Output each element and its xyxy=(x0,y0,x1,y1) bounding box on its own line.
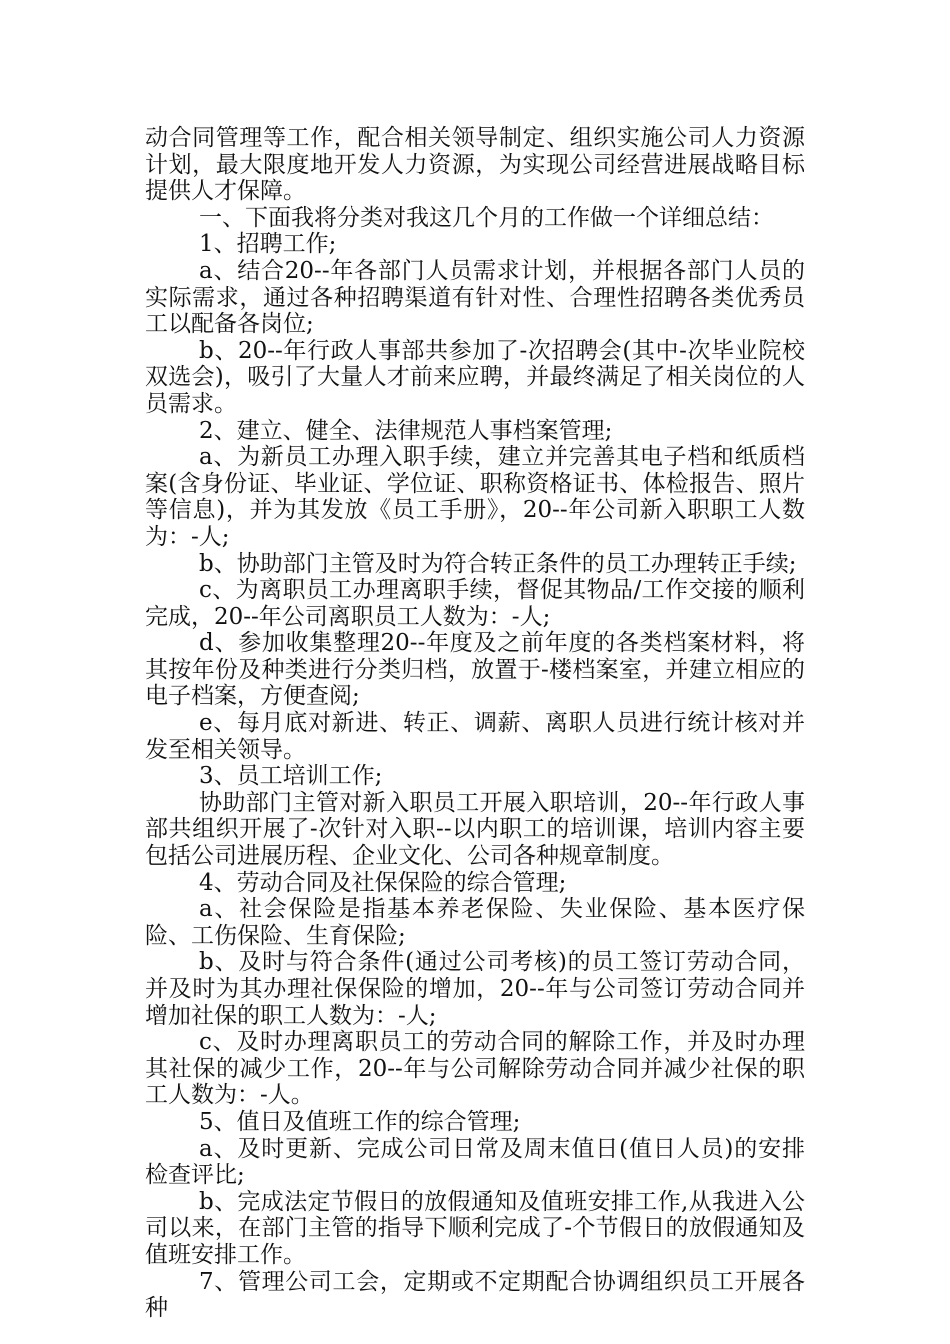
paragraph-intro: 动合同管理等工作，配合相关领导制定、组织实施公司人力资源计划，最大限度地开发人力资源，为实现公司经营进展战略目标提供人才保障。 xyxy=(145,125,805,205)
paragraph-item: c、为离职员工办理离职手续，督促其物品/工作交接的顺利完成，20--年公司离职员工人数为：-人; xyxy=(145,577,805,630)
paragraph-item: b、20--年行政人事部共参加了-次招聘会(其中-次毕业院校双选会)，吸引了大量人才前来应聘，并最终满足了相关岗位的人员需求。 xyxy=(145,337,805,417)
section-heading-contracts: 4、劳动合同及社保保险的综合管理; xyxy=(199,869,567,896)
paragraph-item: d、参加收集整理20--年度及之前年度的各类档案材料，将其按年份及种类进行分类归档，放置于-楼档案室，并建立相应的电子档案，方便查阅; xyxy=(145,630,805,710)
paragraph-item: 协助部门主管对新入职员工开展入职培训，20--年行政人事部共组织开展了-次针对入职--以内职工的培训课，培训内容主要包括公司进展历程、企业文化、公司各种规章制度。 xyxy=(145,789,805,870)
document-page xyxy=(145,125,805,1322)
paragraph-item: b、协助部门主管及时为符合转正条件的员工办理转正手续; xyxy=(199,550,797,577)
paragraph-item: a、及时更新、完成公司日常及周末值日(值日人员)的安排检查评比; xyxy=(145,1135,805,1189)
section-heading-archives: 2、建立、健全、法律规范人事档案管理; xyxy=(199,417,613,444)
paragraph-item: a、社会保险是指基本养老保险、失业保险、基本医疗保险、工伤保险、生育保险; xyxy=(145,896,805,949)
section-heading-training: 3、员工培训工作; xyxy=(199,763,383,790)
section-heading-summary: 一、下面我将分类对我这几个月的工作做一个详细总结： xyxy=(199,204,774,231)
paragraph-item: a、结合20--年各部门人员需求计划，并根据各部门人员的实际需求，通过各种招聘渠道有针对性、合理性招聘各类优秀员工以配备各岗位; xyxy=(145,257,805,338)
section-heading-duty: 5、值日及值班工作的综合管理; xyxy=(199,1108,521,1135)
paragraph-item: b、及时与符合条件(通过公司考核)的员工签订劳动合同，并及时为其办理社保保险的增加，20--年与公司签订劳动合同并增加社保的职工人数为：-人; xyxy=(145,949,805,1029)
paragraph-item: e、每月底对新进、转正、调薪、离职人员进行统计核对并发至相关领导。 xyxy=(145,710,805,763)
section-heading-union: 7、管理公司工会，定期或不定期配合协调组织员工开展各种 xyxy=(145,1268,805,1322)
paragraph-item: c、及时办理离职员工的劳动合同的解除工作，并及时办理其社保的减少工作，20--年与公司解除劳动合同并减少社保的职工人数为：-人。 xyxy=(145,1029,805,1109)
paragraph-item: b、完成法定节假日的放假通知及值班安排工作,从我进入公司以来，在部门主管的指导下顺利完成了-个节假日的放假通知及值班安排工作。 xyxy=(145,1188,805,1268)
section-heading-recruitment: 1、招聘工作; xyxy=(199,231,337,258)
paragraph-item: a、为新员工办理入职手续，建立并完善其电子档和纸质档案(含身份证、毕业证、学位证、职称资格证书、体检报告、照片等信息)，并为其发放《员工手册》，20--年公司新入职职工人数为：-人; xyxy=(145,444,805,550)
